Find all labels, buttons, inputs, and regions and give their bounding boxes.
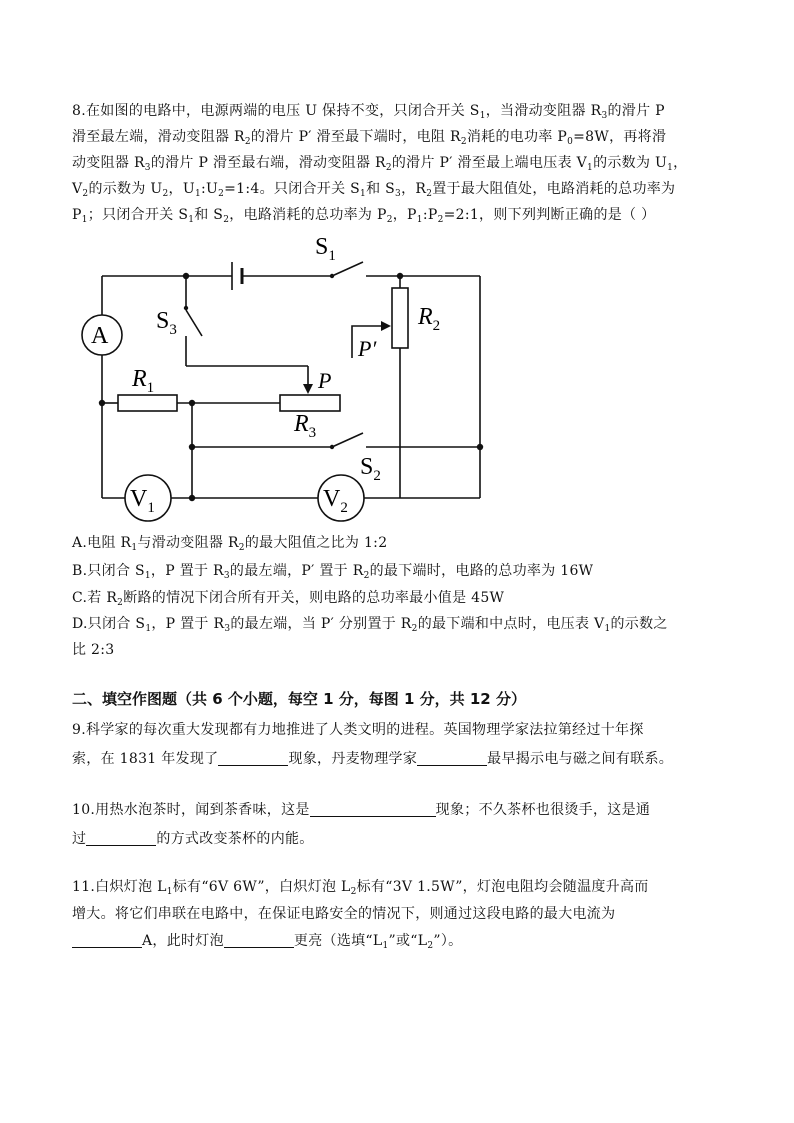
- s2-label: $S_2$: [360, 454, 381, 484]
- junction-dot: [189, 400, 195, 406]
- junction-dot: [397, 273, 403, 279]
- r1-label: $R_1$: [132, 366, 155, 396]
- slider-p-prime-label: P′: [358, 336, 377, 361]
- v2-label: $V_2$: [323, 486, 348, 516]
- question-11: 11.白炽灯泡 $L_1$标有“6V 6W”，白炽灯泡 $L_2$标有“3V 1.5W”，灯泡电阻均会随温度升高而 增大。将它们串联在电路中，在保证电路安全的情况下，则通过这段电路的最大电流为 A，此时灯泡 更亮（选填“$L_1$”或“$L_2$”）。: [72, 879, 649, 951]
- slider-p-label: P: [318, 368, 332, 393]
- junction-dot: [189, 495, 195, 501]
- junction-dot: [189, 444, 195, 450]
- question-9: 9.科学家的每次重大发现都有力地推进了人类文明的进程。英国物理学家法拉第经过十年探 索，在 1831 年发现了 现象，丹麦物理学家 最早揭示电与磁之间有联系。: [72, 722, 674, 767]
- v1-label: $V_1$: [130, 486, 155, 516]
- q8-line-3: 动变阻器 $R_3$的滑片 P 滑至最右端，滑动变阻器 $R_2$的滑片 P′ 滑至最上端电压表 $V_1$的示数为 $U_1$，: [72, 155, 688, 173]
- answer-blank[interactable]: [417, 749, 487, 766]
- q8-line-4: $V_2$的示数为 $U_2$，$U_1:U_2=1:4$。只闭合开关 $S_1$和 $S_3$，$R_2$置于最大阻值处，电路消耗的总功率为: [72, 181, 676, 199]
- switch-contact: [184, 306, 188, 310]
- rheostat-r3: [280, 395, 340, 411]
- answer-blank[interactable]: [72, 931, 142, 948]
- answer-blank[interactable]: [86, 829, 156, 846]
- answer-blank[interactable]: [218, 749, 288, 766]
- junction-dot: [99, 400, 105, 406]
- q8-line-1: 8.在如图的电路中，电源两端的电压 U 保持不变，只闭合开关 $S_1$，当滑动变阻器 $R_3$的滑片 P: [72, 103, 665, 121]
- option-a: A.电阻 $R_1$与滑动变阻器 $R_2$的最大阻值之比为 1:2: [72, 535, 388, 553]
- section-2-header: 二、填空作图题（共 6 个小题，每空 1 分，每图 1 分，共 12 分）: [72, 690, 526, 708]
- q8-line-2: 滑至最左端，滑动变阻器 $R_2$的滑片 P′ 滑至最下端时，电阻 $R_2$消耗的电功率 $P_0=8W$，再将滑: [72, 129, 667, 147]
- question-8: [72, 98, 732, 228]
- ammeter-label: A: [91, 323, 109, 349]
- answer-blank[interactable]: [310, 800, 436, 817]
- q8-line-5: $P_1$；只闭合开关 $S_1$和 $S_2$，电路消耗的总功率为 $P_2$，$P_1:P_2=2:1$，则下列判断正确的是（ ）: [72, 207, 656, 225]
- resistor-r1: [118, 395, 177, 411]
- r2-label: $R_2$: [418, 304, 441, 334]
- option-d: D.只闭合 $S_1$，P 置于 $R_3$的最左端，当 P′ 分别置于 $R_2$的最下端和中点时，电压表 $V_1$的示数之: [72, 616, 668, 634]
- circuit-diagram: [70, 228, 490, 528]
- option-d-line-2: 比 2:3: [72, 642, 115, 658]
- switch-contact: [330, 274, 334, 278]
- junction-dot: [183, 273, 189, 279]
- option-c: C.若 $R_2$断路的情况下闭合所有开关，则电路的总功率最小值是 45W: [72, 590, 505, 608]
- s1-label: $S_1$: [315, 234, 336, 264]
- junction-dot: [477, 444, 483, 450]
- rheostat-r2: [392, 288, 408, 348]
- answer-blank[interactable]: [224, 931, 294, 948]
- s3-label: $S_3$: [156, 308, 177, 338]
- option-b: B.只闭合 $S_1$，P 置于 $R_3$的最左端，P′ 置于 $R_2$的最下端时，电路的总功率为 16W: [72, 563, 594, 581]
- slider-p-prime-arrow: [381, 321, 391, 331]
- slider-p-arrow: [303, 384, 313, 394]
- r3-label: $R_3$: [294, 411, 317, 441]
- question-10: 10.用热水泡茶时，闻到茶香味，这是 现象；不久茶杯也很烫手，这是通 过 的方式改变茶杯的内能。: [72, 802, 651, 847]
- switch-contact: [330, 445, 334, 449]
